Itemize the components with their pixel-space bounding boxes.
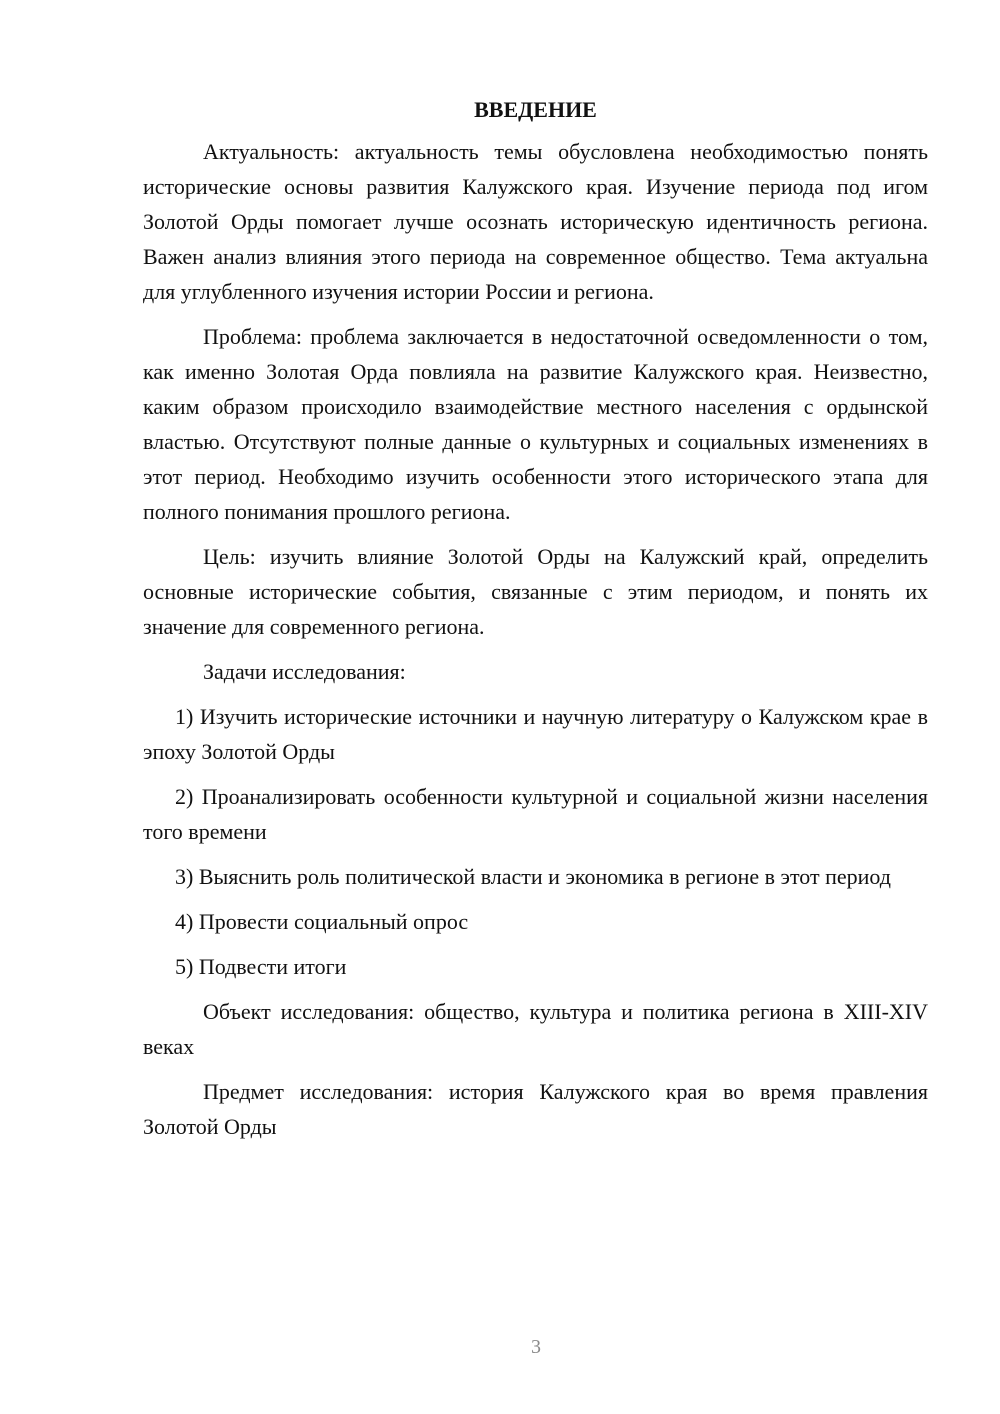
problem-paragraph: Проблема: проблема заключается в недостаточной осведомленности о том, как именно Золотая Орда повлияла на развитие Калужского края. Неизвестно, каким образом происходило взаимодействие местного населения с ордынской властью. Отсутствуют полные данные о культурных и социальных изменениях в этот период. Необходимо изучить особенности этого исторического этапа для полного понимания прошлого региона. [143, 324, 928, 524]
task-item-1: 1) Изучить исторические источники и научную литературу о Калужском крае в эпоху Золотой Орды [143, 704, 928, 764]
goal-paragraph: Цель: изучить влияние Золотой Орды на Калужский край, определить основные исторические события, связанные с этим периодом, и понять их значение для современного региона. [143, 544, 928, 639]
document-page [143, 94, 928, 1154]
research-object-paragraph: Объект исследования: общество, культура и политика региона в XIII-XIV веках [143, 999, 928, 1059]
task-item-5: 5) Подвести итоги [175, 954, 347, 979]
task-item-2: 2) Проанализировать особенности культурной и социальной жизни населения того времени [143, 784, 928, 844]
section-heading: ВВЕДЕНИЕ [474, 97, 597, 122]
relevance-paragraph: Актуальность: актуальность темы обусловлена необходимостью понять исторические основы развития Калужского края. Изучение периода под игом Золотой Орды помогает лучше осознать историческую идентичность региона. Важен анализ влияния этого периода на современное общество. Тема актуальна для углубленного изучения истории России и региона. [143, 139, 928, 304]
tasks-heading: Задачи исследования: [203, 659, 406, 684]
research-subject-paragraph: Предмет исследования: история Калужского края во время правления Золотой Орды [143, 1079, 928, 1139]
task-item-3: 3) Выяснить роль политической власти и экономика в регионе в этот период [175, 864, 891, 889]
task-item-4: 4) Провести социальный опрос [175, 909, 469, 934]
page-number: 3 [531, 1336, 541, 1358]
